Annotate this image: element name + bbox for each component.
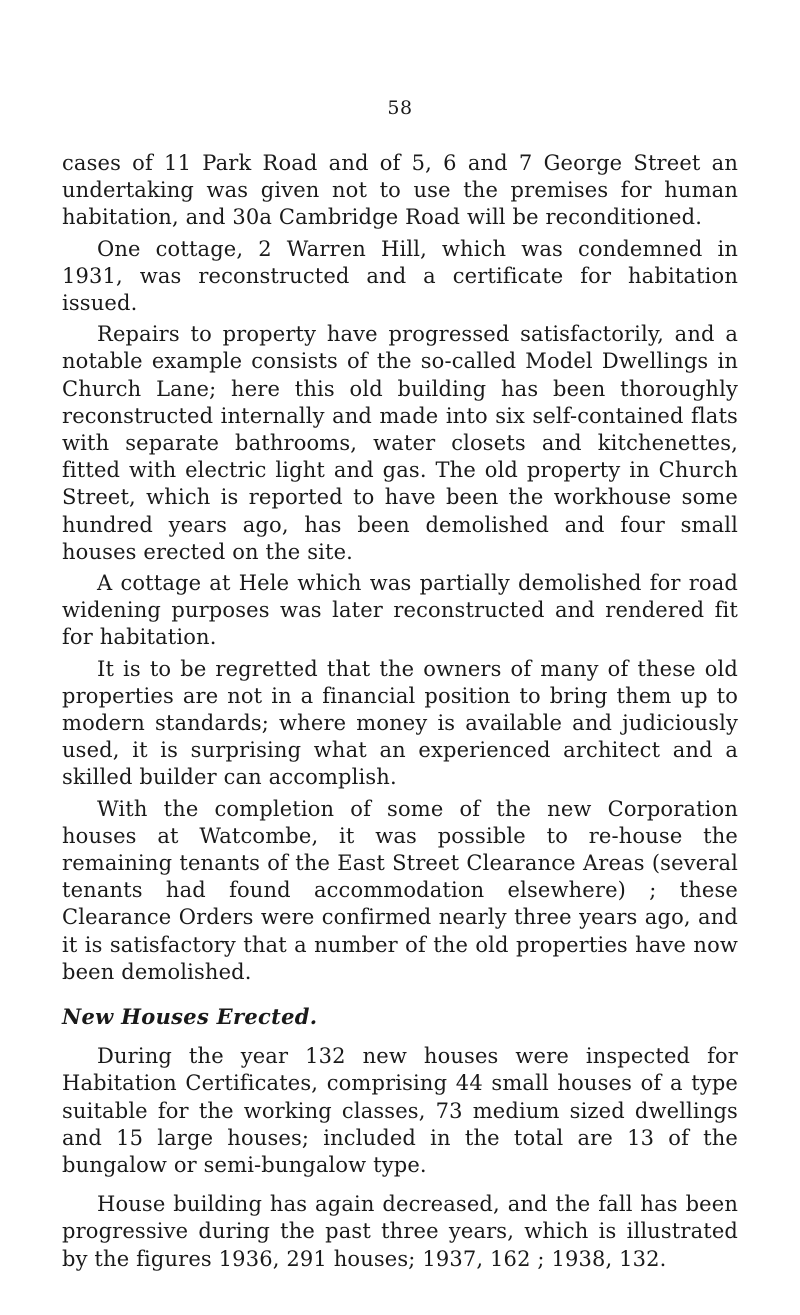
- body-section: [62, 150, 738, 986]
- paragraph-1: cases of 11 Park Road and of 5, 6 and 7 George Street an undertaking was given not to use the premises for human habitation, and 30a Cambridge Road will be reconditioned.: [62, 151, 738, 230]
- paragraph-3: Repairs to property have progressed satisfactorily, and a notable example consists of the so-called Model Dwellings in Church Lane; here this old building has been thoroughly reconstructed internally and made into six self-contained flats with separate bathrooms, water closets and kitchenettes, fitted with electric light and gas. The old property in Church Street, which is reported to have been the workhouse some hundred years ago, has been demolished and four small houses erected on the site.: [62, 322, 738, 564]
- page-number: 58: [387, 97, 413, 119]
- paragraph-2: One cottage, 2 Warren Hill, which was condemned in 1931, was reconstructed and a certificate for habitation issued.: [62, 236, 738, 316]
- section-paragraph-1: During the year 132 new houses were inspected for Habitation Certificates, comprising 44 small houses of a type suitable for the working classes, 73 medium sized dwellings and 15 large houses; included in the total are 13 of the bungalow or semi-bungalow type.: [62, 1044, 738, 1177]
- section-paragraph-2: House building has again decreased, and the fall has been progressive during the past three years, which is illustrated by the figures 1936, 291 houses; 1937, 162 ; 1938, 132.: [62, 1192, 738, 1271]
- paragraph-6: With the completion of some of the new Corporation houses at Watcombe, it was possible to re-house the remaining tenants of the East Street Clearance Areas (several tenants had found accommodation elsewhere) ; these Clearance Orders were confirmed nearly three years ago, and it is satisfactory that a number of the old properties have now been demolished.: [62, 796, 738, 984]
- document-page: [62, 150, 738, 1273]
- new-houses-section: [62, 1043, 738, 1273]
- paragraph-4: A cottage at Hele which was partially demolished for road widening purposes was later reconstructed and rendered fit for habitation.: [62, 571, 738, 650]
- section-heading: New Houses Erected.: [62, 1004, 318, 1030]
- paragraph-5: It is to be regretted that the owners of many of these old properties are not in a financial position to bring them up to modern standards; where money is available and judiciously used, it is surprising what an experienced architect and a skilled builder can accomplish.: [62, 656, 738, 790]
